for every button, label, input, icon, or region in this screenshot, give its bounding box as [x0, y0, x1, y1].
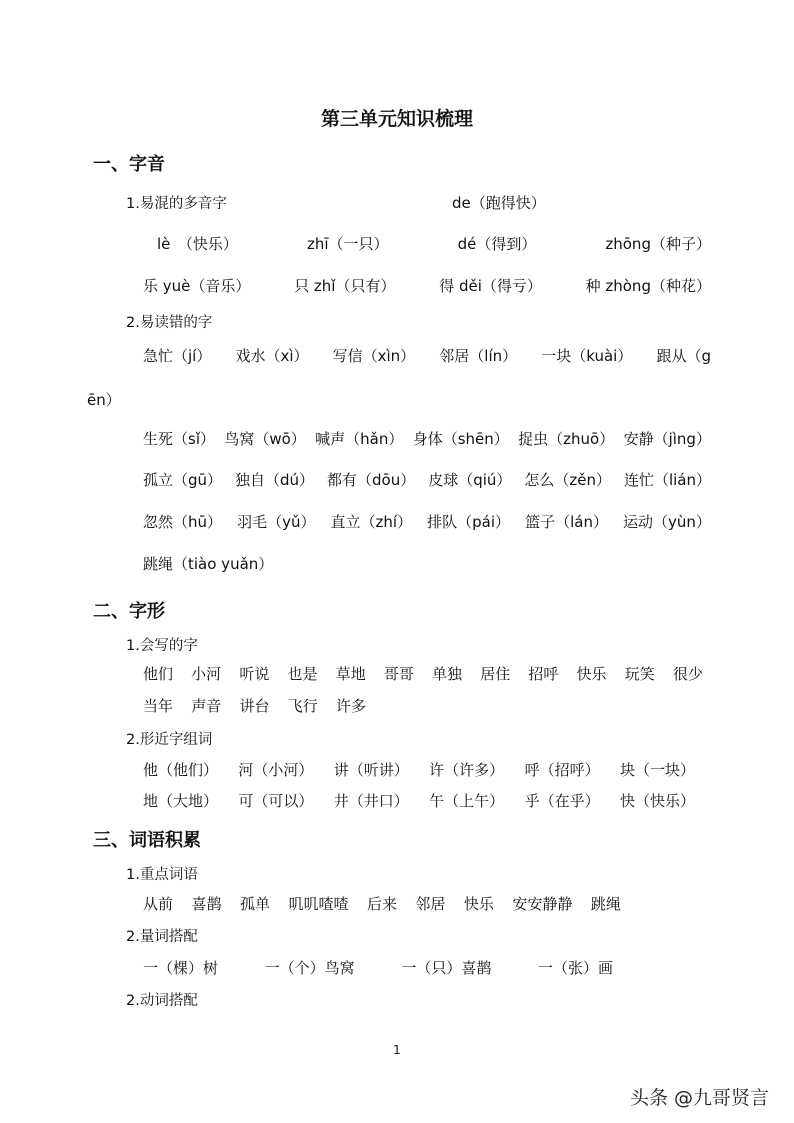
list-item: 单独 [432, 665, 463, 683]
list-item: 井（井口） [333, 792, 409, 810]
list-item: 快乐 [463, 895, 494, 913]
list-item: 草地 [335, 665, 366, 683]
list-item: 讲（听讲） [333, 761, 409, 779]
list-item: 跳绳 [590, 895, 621, 913]
list-item: 一（棵）树 [143, 959, 219, 977]
similar-chars-row-1 [143, 759, 695, 780]
list-item: 都有（dōu） [327, 471, 416, 489]
list-item: 孤单 [239, 895, 270, 913]
list-item: 急忙（jí） [143, 347, 212, 365]
list-item: 安安静静 [512, 895, 573, 913]
list-item: 怎么（zěn） [524, 471, 611, 489]
list-item: 居住 [480, 665, 511, 683]
list-item: 戏水（xì） [235, 347, 309, 365]
list-item: 邻居（lín） [439, 347, 518, 365]
misread-row-1-wrap: ēn） [87, 391, 121, 409]
subheading-measure-words: 2.量词搭配 [126, 929, 198, 945]
watermark: 头条 @九哥贤言 [630, 1087, 770, 1109]
list-item: 声音 [191, 697, 222, 715]
misread-row-4 [143, 511, 711, 532]
list-item: 他（他们） [143, 761, 219, 779]
misread-row-2 [143, 428, 711, 449]
list-item: 乐 yuè（音乐） [143, 277, 251, 295]
subheading-misread: 2.易读错的字 [126, 315, 213, 331]
list-item: 得 děi（得亏） [439, 277, 542, 295]
list-item: 只 zhǐ（只有） [294, 277, 396, 295]
page-title: 第三单元知识梳理 [320, 108, 473, 130]
list-item: 很少 [672, 665, 703, 683]
section-heading-writing: 二、字形 [93, 601, 165, 622]
list-item: 种 zhòng（种花） [585, 277, 711, 295]
list-item: 生死（sǐ） [143, 430, 215, 448]
list-item: 身体（shēn） [412, 430, 509, 448]
misread-row-3 [143, 469, 711, 490]
list-item: 一（张）画 [537, 959, 613, 977]
list-item: 写信（xìn） [332, 347, 416, 365]
list-item: dé（得到） [457, 235, 537, 253]
list-item: 飞行 [287, 697, 318, 715]
list-item: 叽叽喳喳 [288, 895, 349, 913]
list-item: 乎（在乎） [524, 792, 600, 810]
list-item: 皮球（qiú） [428, 471, 512, 489]
list-item: 也是 [287, 665, 318, 683]
list-item: 排队（pái） [427, 513, 511, 531]
list-item: 午（上午） [429, 792, 505, 810]
misread-row-1 [143, 345, 711, 366]
list-item: 忽然（hū） [143, 513, 223, 531]
measure-words-row [143, 957, 613, 978]
list-item: 跟从（g [656, 347, 711, 365]
list-item: 块（一块） [619, 761, 695, 779]
polyphonic-row-1 [157, 233, 711, 254]
list-item: 讲台 [239, 697, 270, 715]
section-heading-pronunciation: 一、字音 [93, 154, 165, 175]
list-item: 孤立（gū） [143, 471, 223, 489]
polyphonic-row-2 [143, 275, 711, 296]
list-item: 连忙（lián） [623, 471, 711, 489]
writable-row-1 [143, 663, 703, 684]
list-item: zhī（一只） [306, 235, 389, 253]
subheading-key-words: 1.重点词语 [126, 867, 198, 883]
list-item: 跳绳（tiào yuǎn） [143, 555, 274, 573]
similar-chars-row-2 [143, 790, 695, 811]
list-item: 一（个）鸟窝 [264, 959, 355, 977]
list-item: 快（快乐） [619, 792, 695, 810]
list-item: 鸟窝（wō） [224, 430, 306, 448]
list-item: 可（可以） [238, 792, 314, 810]
subheading-polyphonic: 1.易混的多音字 [126, 196, 227, 212]
list-item: 快乐 [576, 665, 607, 683]
list-item: 喜鹊 [191, 895, 222, 913]
list-item: 安静（jìng） [623, 430, 711, 448]
list-item: 河（小河） [238, 761, 314, 779]
list-item: 许多 [335, 697, 366, 715]
page-number: 1 [393, 1043, 401, 1057]
list-item: 捉虫（zhuō） [518, 430, 615, 448]
list-item: 邻居 [415, 895, 446, 913]
list-item: 直立（zhí） [330, 513, 413, 531]
writable-row-2 [143, 695, 366, 716]
subheading-writable-words: 1.会写的字 [126, 638, 198, 654]
list-item: 羽毛（yǔ） [237, 513, 316, 531]
list-item: 他们 [143, 665, 174, 683]
list-item: 许（许多） [429, 761, 505, 779]
list-item: 听说 [239, 665, 270, 683]
list-item: 玩笑 [624, 665, 655, 683]
subheading-similar-chars: 2.形近字组词 [126, 732, 213, 748]
list-item: 后来 [366, 895, 397, 913]
section-heading-vocabulary: 三、词语积累 [93, 830, 201, 851]
list-item: 篮子（lán） [525, 513, 608, 531]
subheading-verb-collocation: 2.动词搭配 [126, 993, 198, 1009]
list-item: 从前 [143, 895, 174, 913]
list-item: 小河 [191, 665, 222, 683]
list-item: lè （快乐） [157, 235, 238, 253]
list-item: 一块（kuài） [541, 347, 633, 365]
list-item: 一（只）喜鹊 [401, 959, 492, 977]
list-item: zhōng（种子） [605, 235, 711, 253]
list-item: 地（大地） [143, 792, 219, 810]
polyphonic-de-item: de（跑得快） [452, 194, 546, 212]
list-item: 当年 [143, 697, 174, 715]
list-item: 哥哥 [383, 665, 414, 683]
misread-row-5 [143, 553, 711, 574]
key-words-row [143, 893, 621, 914]
list-item: 呼（招呼） [524, 761, 600, 779]
list-item: 招呼 [528, 665, 559, 683]
list-item: 运动（yùn） [623, 513, 711, 531]
list-item: 独自（dú） [235, 471, 315, 489]
list-item: 喊声（hǎn） [315, 430, 404, 448]
